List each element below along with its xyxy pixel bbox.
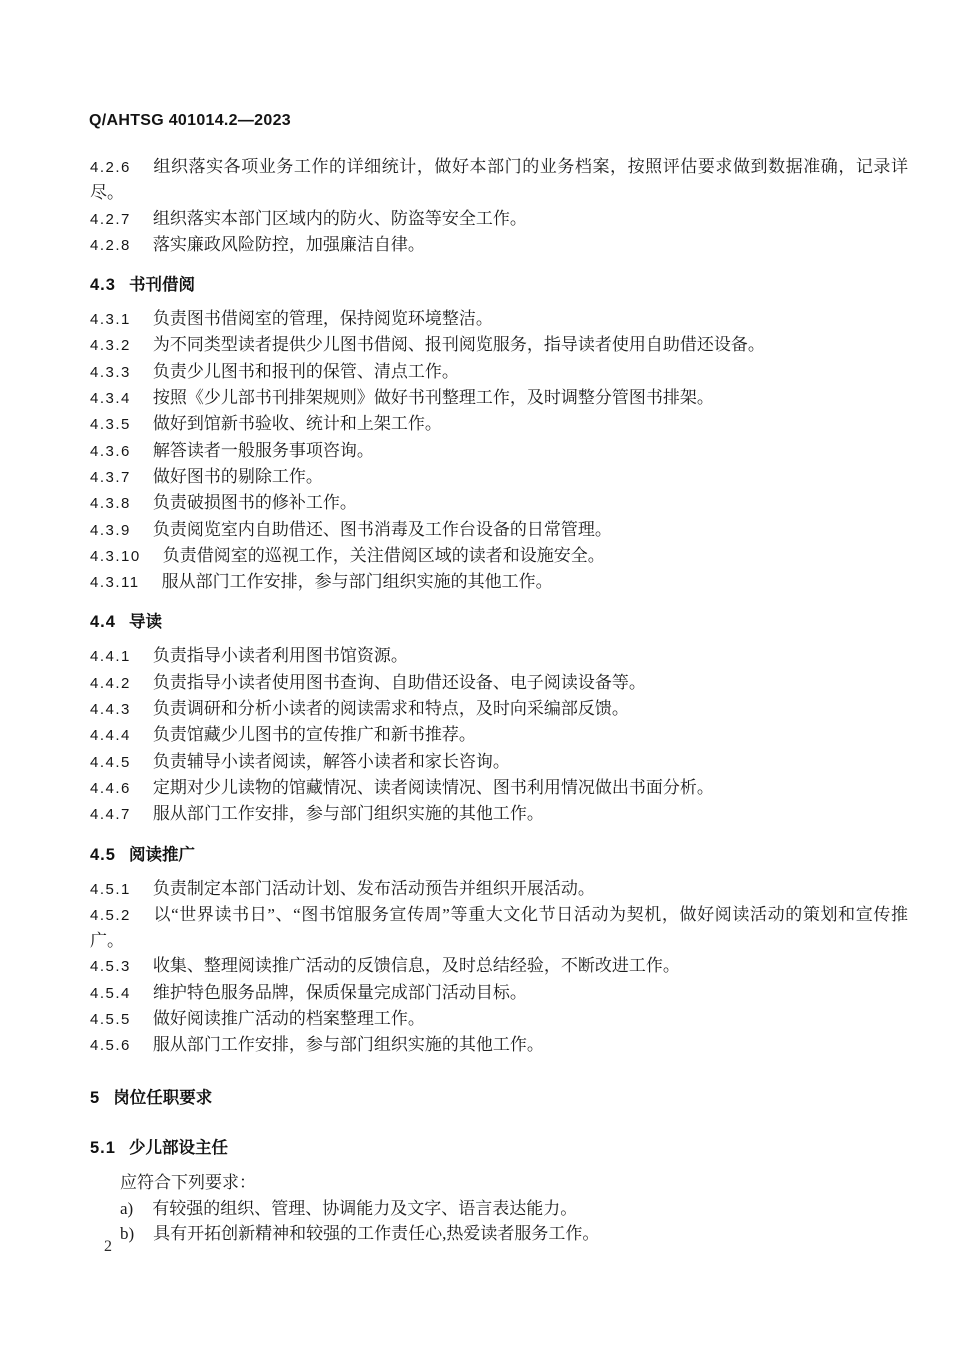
clause-text: 做好阅读推广活动的档案整理工作。 [152,1009,425,1029]
clause-item [90,722,908,748]
clause-number: 4.4.2 [90,674,131,692]
clause-text: 落实廉政风险防控，加强廉洁自律。 [152,234,425,254]
clause-number: 4.5.3 [90,958,131,976]
clause-text: 以“世界读书日”、“图书馆服务宣传周”等重大文化节日活动为契机，做好阅读活动的策划和宣传推广。 [90,904,908,951]
clause-number: 4.3.4 [90,390,131,408]
clause-number: 4.3.11 [90,574,140,592]
section-heading-number: 4.4 [90,613,116,632]
clause-text: 做好图书的剔除工作。 [152,466,323,486]
clause-number: 4.4.3 [90,701,131,719]
clause-text: 为不同类型读者提供少儿图书借阅、报刊阅览服务，指导读者使用自助借还设备。 [152,335,765,355]
clause-item [90,411,908,437]
clause-item [90,490,908,516]
chapter-heading-number: 5 [90,1088,101,1107]
clause-item [90,670,908,696]
section-heading-title: 导读 [128,613,162,632]
section-heading [90,609,908,635]
clause-text: 定期对少儿读物的馆藏情况、读者阅读情况、图书利用情况做出书面分析。 [152,777,714,797]
clause-number: 4.4.4 [90,727,131,745]
clause-item [90,306,908,332]
clause-item [90,206,908,232]
document-standard-number: Q/AHTSG 401014.2—2023 [89,112,291,129]
clause-number: 4.5.2 [90,906,131,924]
clause-number: 4.3.7 [90,468,131,486]
clause-number: 4.5.4 [90,984,131,1002]
clause-number: 4.2.7 [90,210,131,228]
section-heading-number: 4.5 [90,845,116,864]
list-item-text: 具有开拓创新精神和较强的工作责任心,热爱读者服务工作。 [153,1224,600,1244]
clause-item [90,749,908,775]
clause-text: 负责制定本部门活动计划、发布活动预告并组织开展活动。 [152,878,595,898]
clause-item [90,801,908,827]
lead-in-text: 应符合下列要求： [120,1172,256,1192]
clause-number: 4.3.5 [90,416,131,434]
clause-number: 4.3.1 [90,311,131,329]
clause-number: 4.2.8 [90,236,131,254]
clause-item [90,696,908,722]
clause-number: 4.4.7 [90,806,131,824]
lead-in-paragraph [90,1170,908,1195]
clause-text: 负责破损图书的修补工作。 [152,493,357,513]
clause-item [90,1006,908,1032]
clause-number: 4.5.5 [90,1011,131,1029]
lettered-list-item [90,1196,908,1221]
clause-item [90,643,908,669]
section-heading-number: 5.1 [90,1138,116,1157]
section-heading-title: 阅读推广 [128,845,195,864]
clause-item [90,464,908,490]
clause-item [90,438,908,464]
clause-item [90,876,908,902]
clause-text: 做好到馆新书验收、统计和上架工作。 [152,414,442,434]
clause-text: 负责借阅室的巡视工作，关注借阅区域的读者和设施安全。 [162,545,605,565]
lettered-list-item [90,1221,908,1246]
clause-text: 服从部门工作安排，参与部门组织实施的其他工作。 [152,804,544,824]
clause-number: 4.3.9 [90,521,131,539]
clause-item [90,543,908,569]
clause-text: 负责辅导小读者阅读，解答小读者和家长咨询。 [152,751,510,771]
section-heading-title: 书刊借阅 [128,276,195,295]
clause-text: 收集、整理阅读推广活动的反馈信息，及时总结经验，不断改进工作。 [152,956,680,976]
clause-text: 维护特色服务品牌，保质保量完成部门活动目标。 [152,982,527,1002]
clause-item [90,385,908,411]
clause-item [90,775,908,801]
clause-item [90,232,908,258]
clause-text: 负责少儿图书和报刊的保管、清点工作。 [152,361,459,381]
clause-number: 4.4.1 [90,648,131,666]
clause-item [90,359,908,385]
clause-number: 4.3.6 [90,442,131,460]
clause-text: 负责调研和分析小读者的阅读需求和特点，及时向采编部反馈。 [152,699,629,719]
clause-item [90,902,908,954]
list-item-label: a) [120,1198,134,1218]
section-heading-number: 4.3 [90,276,116,295]
chapter-heading-title: 岗位任职要求 [113,1088,213,1107]
clause-text: 组织落实本部门区域内的防火、防盗等安全工作。 [152,208,527,228]
clause-number: 4.3.8 [90,495,131,513]
clause-number: 4.4.5 [90,753,131,771]
clause-item [90,517,908,543]
clause-item [90,953,908,979]
clause-text: 负责指导小读者使用图书查询、自助借还设备、电子阅读设备等。 [152,672,646,692]
document-body [90,154,908,1247]
clause-item [90,1032,908,1058]
clause-number: 4.5.6 [90,1037,131,1055]
clause-number: 4.3.2 [90,337,131,355]
chapter-heading [90,1085,908,1111]
clause-number: 4.5.1 [90,880,131,898]
clause-text: 服从部门工作安排，参与部门组织实施的其他工作。 [161,572,553,592]
clause-item [90,154,908,206]
section-heading-title: 少儿部设主任 [128,1138,228,1157]
clause-text: 组织落实各项业务工作的详细统计，做好本部门的业务档案，按照评估要求做到数据准确，记录详尽。 [90,157,908,203]
clause-item [90,980,908,1006]
clause-number: 4.3.3 [90,363,131,381]
clause-text: 负责馆藏少儿图书的宣传推广和新书推荐。 [152,725,476,745]
list-item-text: 有较强的组织、管理、协调能力及文字、语言表达能力。 [152,1198,578,1218]
clause-text: 负责指导小读者利用图书馆资源。 [152,646,408,666]
clause-text: 解答读者一般服务事项咨询。 [152,440,374,460]
page-number: 2 [104,1238,112,1255]
section-heading [90,842,908,868]
clause-item [90,569,908,595]
section-heading [90,272,908,298]
clause-number: 4.3.10 [90,547,141,565]
section-heading [90,1135,908,1161]
clause-text: 负责图书借阅室的管理，保持阅览环境整洁。 [152,309,493,329]
list-item-label: b) [120,1224,135,1244]
clause-text: 负责阅览室内自助借还、图书消毒及工作台设备的日常管理。 [152,519,612,539]
clause-text: 按照《少儿部书刊排架规则》做好书刊整理工作，及时调整分管图书排架。 [152,388,714,408]
clause-number: 4.2.6 [90,159,131,176]
clause-text: 服从部门工作安排，参与部门组织实施的其他工作。 [152,1035,544,1055]
clause-number: 4.4.6 [90,779,131,797]
clause-item [90,332,908,358]
